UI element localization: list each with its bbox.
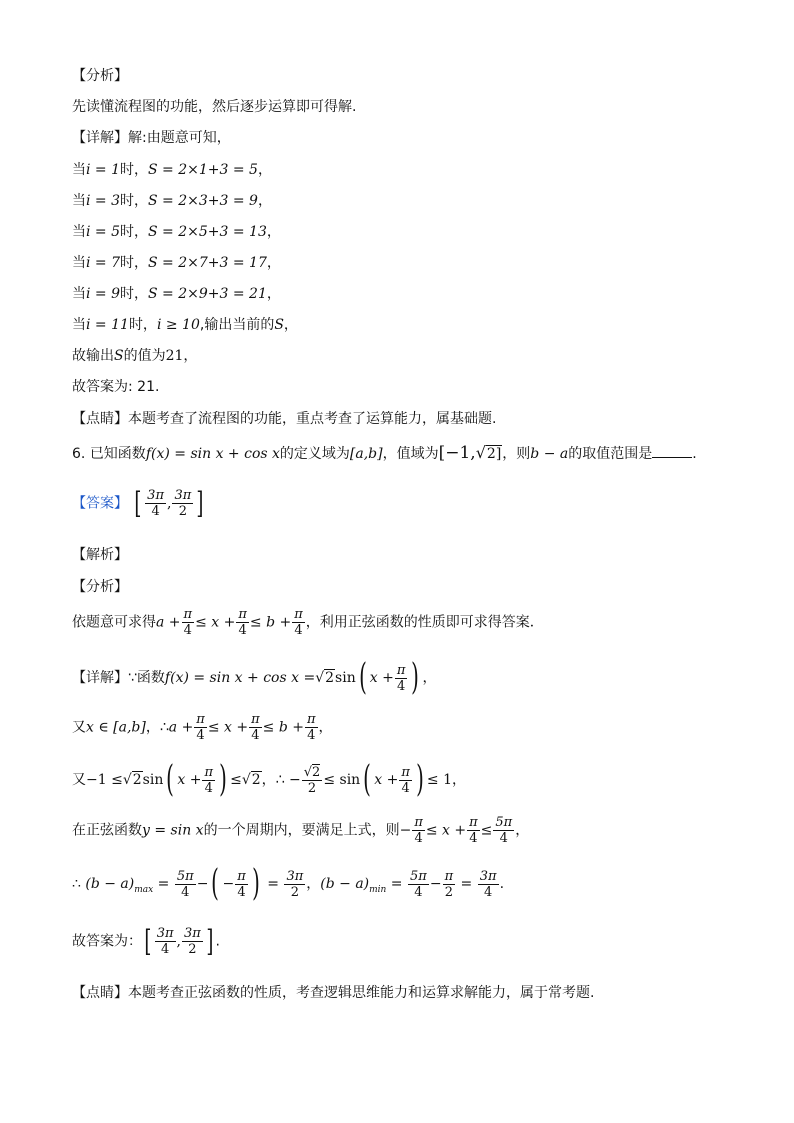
loop-step-last: 当i = 11时，i ≥ 10,输出当前的S， <box>72 317 298 333</box>
remark-1: 【点睛】本题考查了流程图的功能，重点考查了运算能力，属基础题. <box>72 411 497 427</box>
loop-step-2: 当i = 3时，S = 2×3+3 = 9， <box>72 193 272 209</box>
analysis-text-2: 依题意可求得a + $\frac{\pi}{4}$ ≤ x + $\frac{\pi}{4}$ ≤ b + $\frac{\pi}{4}$ ，利用正弦函数的性质即可求得答案． <box>72 607 544 638</box>
remark-2: 【点睛】本题考查正弦函数的性质，考查逻辑思维能力和运算求解能力，属于常考题. <box>72 985 595 1001</box>
detail-text-1: 解:由题意可知， <box>128 130 231 146</box>
detail-heading-1: 【详解】 <box>72 130 128 146</box>
answer-line-1: 故答案为: 21. <box>72 379 160 395</box>
output-line: 故输出S的值为21， <box>72 348 198 364</box>
analysis-heading-2: 【分析】 <box>72 579 128 595</box>
analysis-text-1: 先读懂流程图的功能，然后逐步运算即可得解. <box>72 99 357 115</box>
answer-line-6: 【答案】 [ $\frac{3\pi}{4}$ , $\frac{3\pi}{2}$ ] <box>72 485 204 521</box>
detail-line-3: 又x ∈ [a,b]，∴a + $\frac{\pi}{4}$ ≤ x + $\frac{\pi}{4}$ ≤ b + $\frac{\pi}{4}$ ， <box>72 712 333 743</box>
solution-label: 【解析】 <box>72 547 128 563</box>
loop-step-1: 当i = 1时，S = 2×1+3 = 5， <box>72 162 272 178</box>
loop-step-5: 当i = 9时，S = 2×9+3 = 21， <box>72 286 281 302</box>
detail-line-6: ∴ $(b - a)_{max}$ = $\frac{5\pi}{4}$ −( − $\frac{\pi}{4}$ ) = $\frac{3\pi}{2}$ ，$(b - a)_{min}$ = $\frac{5\pi}{4}$ − $\frac{\pi}{2}$ = $\frac{3\pi}{4}$ . <box>72 863 505 904</box>
detail-line-2: 【详解】∵函数f(x) = sin x + cos x =√2sin( x + $\frac{\pi}{4}$ ) ， <box>72 657 437 698</box>
detail-line-4: 又−1 ≤√2sin( x + $\frac{\pi}{4}$ ) ≤√2，∴ − $\frac{√2}{2}$ ≤ sin( x + $\frac{\pi}{4}$ ) ≤ 1， <box>72 759 466 800</box>
question-6: 6. 已知函数f(x) = sin x + cos x的定义域为[a,b]，值域为[−1,√2]，则b − a的取值范围是 . <box>72 443 697 463</box>
loop-step-3: 当i = 5时，S = 2×5+3 = 13， <box>72 224 281 240</box>
answer-label: 【答案】 <box>72 495 128 512</box>
detail-line-1 <box>72 128 231 148</box>
answer-blank[interactable] <box>652 443 692 458</box>
detail-line-5: 在正弦函数y = sin x的一个周期内，要满足上式，则− $\frac{\pi}{4}$ ≤ x + $\frac{\pi}{4}$ ≤ $\frac{5\pi}{4}$ ， <box>72 815 530 846</box>
final-answer-line: 故答案为：[ $\frac{3\pi}{4}$ , $\frac{3\pi}{2}$ ] . <box>72 923 220 959</box>
analysis-heading-1: 【分析】 <box>72 68 128 84</box>
loop-step-4: 当i = 7时，S = 2×7+3 = 17， <box>72 255 281 271</box>
